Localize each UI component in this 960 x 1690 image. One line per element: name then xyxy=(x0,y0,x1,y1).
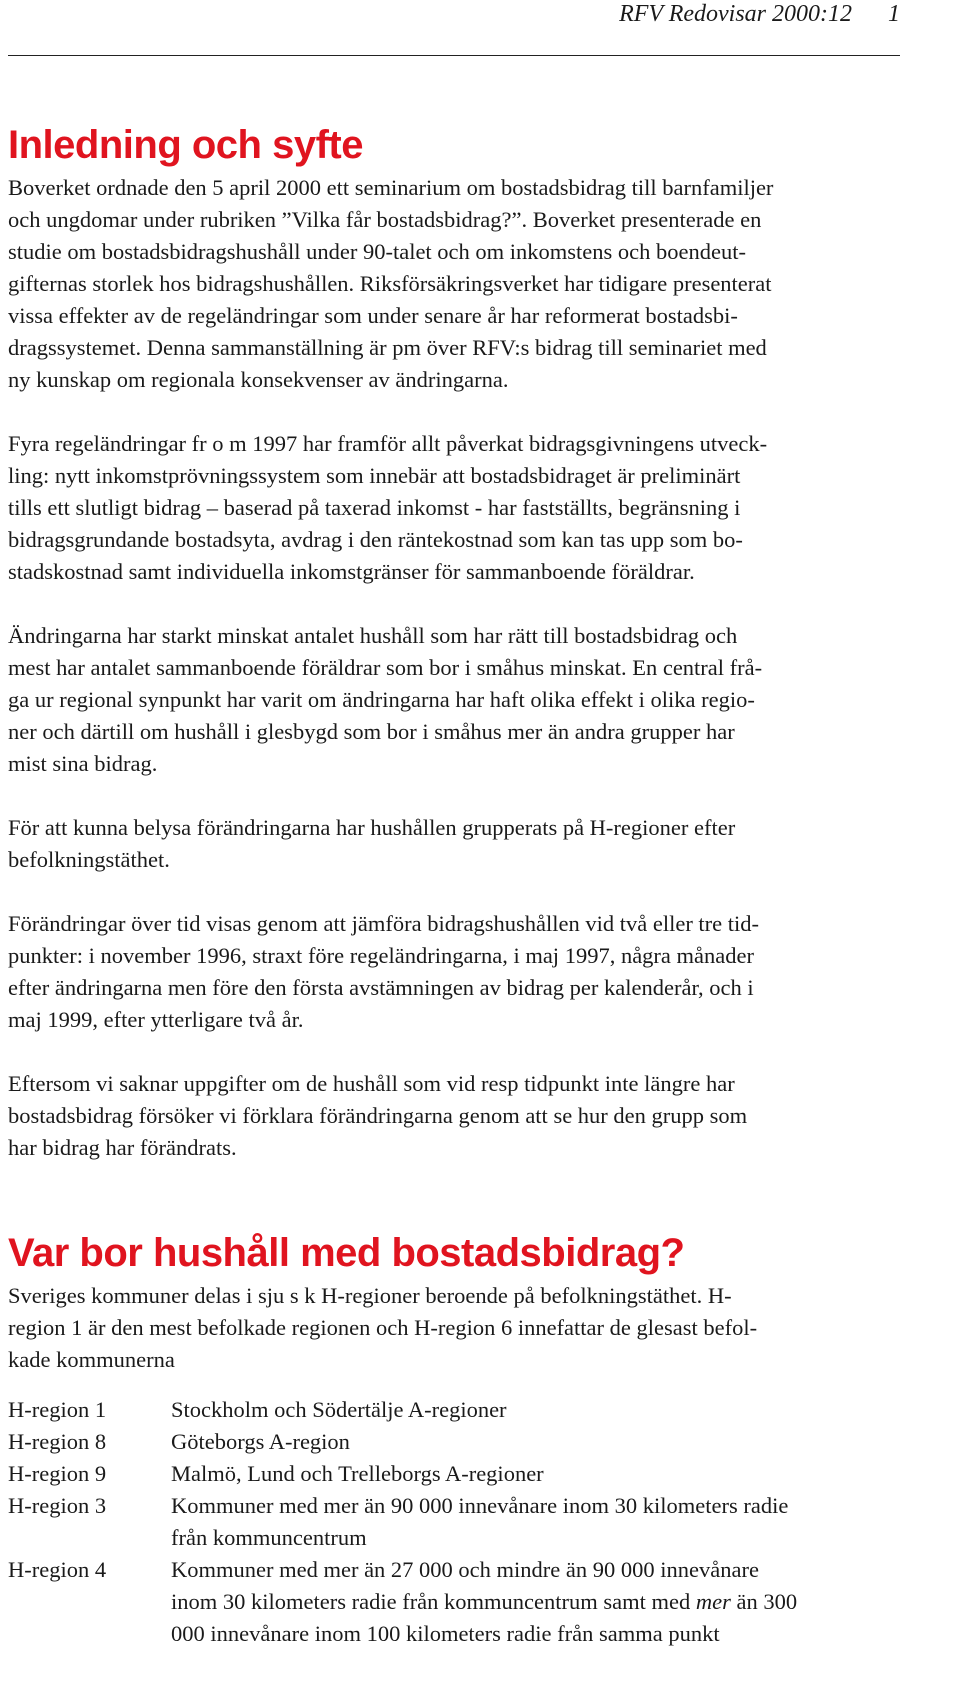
region-code: H-region 8 xyxy=(8,1429,107,1454)
region-description: Malmö, Lund och Trelleborgs A-regioner xyxy=(171,1461,544,1486)
paragraph-4: För att kunna belysa förändringarna har hushållen grupperats på H-regioner efter befolkningstäthet. xyxy=(8,815,736,872)
region-description: Göteborgs A-region xyxy=(171,1429,350,1454)
region-list xyxy=(8,1394,948,1650)
region-row xyxy=(8,1554,948,1650)
paragraph-6: Eftersom vi saknar uppgifter om de hushåll som vid resp tidpunkt inte längre har bostadsbidrag försöker vi förklara förändringarna genom att se hur den grupp som har bidrag har förändrats. xyxy=(8,1071,748,1160)
region-description: Kommuner med mer än 90 000 innevånare inom 30 kilometers radie från kommuncentrum xyxy=(171,1493,789,1550)
region-code: H-region 9 xyxy=(8,1461,107,1486)
region-row xyxy=(8,1394,948,1426)
paragraph-2: Fyra regeländringar fr o m 1997 har framför allt påverkat bidragsgivningens utveck- ling: nytt inkomstprövningssystem som innebär att bostadsbidraget är preliminärt tills ett slutligt bidrag – baserad på taxerad inkomst - har fastställts, begränsning i bidragsgrundande bostadsyta, avdrag i den räntekostnad som kan tas upp som bo- stadskostnad samt individuella inkomstgränser för sammanboende föräldrar. xyxy=(8,431,768,584)
region-description xyxy=(171,1554,948,1650)
region-description-emphasis: mer xyxy=(695,1589,731,1614)
region-description-part: än 300 000 innevånare inom 100 kilometers radie från samma punkt xyxy=(171,1589,798,1646)
running-title: RFV Redovisar 2000:12 1 xyxy=(619,1,900,27)
document-body xyxy=(8,122,948,1650)
region-code: H-region 4 xyxy=(8,1557,107,1582)
region-row xyxy=(8,1458,948,1490)
page-header xyxy=(8,0,900,30)
section2-intro: Sveriges kommuner delas i sju s k H-regioner beroende på befolkningstäthet. H- region 1 är den mest befolkade regionen och H-region 6 innefattar de glesast befol- kade kommunerna xyxy=(8,1283,758,1372)
region-description: Stockholm och Södertälje A-regioner xyxy=(171,1397,507,1422)
region-description-part: Kommuner med mer än 27 000 och mindre än 90 000 innevånare inom 30 kilometers radie från kommuncentrum samt med xyxy=(171,1557,759,1614)
region-code: H-region 3 xyxy=(8,1493,107,1518)
section-heading-where-households: Var bor hushåll med bostadsbidrag? xyxy=(8,1231,685,1275)
paragraph-1: Boverket ordnade den 5 april 2000 ett seminarium om bostadsbidrag till barnfamiljer och ungdomar under rubriken ”Vilka får bostadsbidrag?”. Boverket presenterade en studie om bostadsbidragshushåll under 90-talet och om inkomstens och boendeut- gifternas storlek hos bidragshushållen. Riksförsäkringsverket har tidigare presenterat vissa effekter av de regeländringar som under senare år har reformerat bostadsbi- dragssystemet. Denna sammanställning är pm över RFV:s bidrag till seminariet med ny kunskap om regionala konsekvenser av ändringarna. xyxy=(8,175,774,392)
region-code: H-region 1 xyxy=(8,1397,107,1422)
region-row xyxy=(8,1490,948,1554)
paragraph-5: Förändringar över tid visas genom att jämföra bidragshushållen vid två eller tre tid- punkter: i november 1996, straxt före regeländringarna, i maj 1997, några månader efter ändringarna men före den första avstämningen av bidrag per kalenderår, och i maj 1999, efter ytterligare två år. xyxy=(8,911,760,1032)
header-rule xyxy=(8,55,900,56)
section-heading-introduction: Inledning och syfte xyxy=(8,123,363,167)
region-row xyxy=(8,1426,948,1458)
paragraph-3: Ändringarna har starkt minskat antalet hushåll som har rätt till bostadsbidrag och mest har antalet sammanboende föräldrar som bor i småhus minskat. En central frå- ga ur regional synpunkt har varit om ändringarna har haft olika effekt i olika regio- ner och därtill om hushåll i glesbygd som bor i småhus mer än andra grupper har mist sina bidrag. xyxy=(8,623,763,776)
